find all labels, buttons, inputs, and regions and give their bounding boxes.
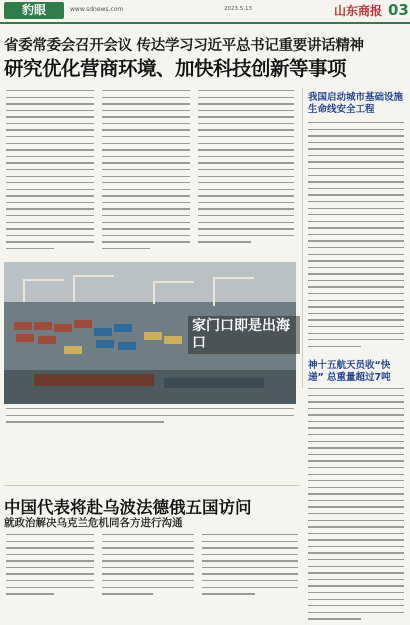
site-url: www.sdnews.com xyxy=(70,6,124,13)
section-tag: 豹眼 xyxy=(4,2,64,19)
diplomacy-headline: 中国代表将赴乌波法德俄五国访问 xyxy=(4,498,252,517)
publication-date: 2023.5.13 xyxy=(224,6,252,12)
shenzhou-headline: 神十五航天员收“快递” 总重量超过7吨 xyxy=(308,360,391,383)
lead-body-col1 xyxy=(6,90,94,254)
lead-body-col3 xyxy=(198,90,294,248)
lead-headline: 研究优化营商环境、加快科技创新等事项 xyxy=(4,57,347,80)
diplomacy-body-col1 xyxy=(6,534,94,600)
photo-overlay-title: 家门口即是出海口 xyxy=(188,316,300,354)
page-number: 03 xyxy=(388,1,409,19)
photo-caption xyxy=(6,408,294,428)
paper-name: 山东商报 xyxy=(334,4,383,18)
section-divider xyxy=(4,485,300,486)
diplomacy-subheadline: 就政治解决乌克兰危机同各方进行沟通 xyxy=(4,517,183,529)
infrastructure-headline: 我国启动城市基础设施生命线安全工程 xyxy=(308,92,404,115)
diplomacy-body-col2 xyxy=(102,534,194,600)
lead-kicker: 省委常委会召开会议 传达学习习近平总书记重要讲话精神 xyxy=(4,38,364,54)
lead-body-col2 xyxy=(102,90,190,254)
infrastructure-body xyxy=(308,122,404,352)
shenzhou-body xyxy=(308,388,404,625)
diplomacy-body-col3 xyxy=(202,534,298,600)
